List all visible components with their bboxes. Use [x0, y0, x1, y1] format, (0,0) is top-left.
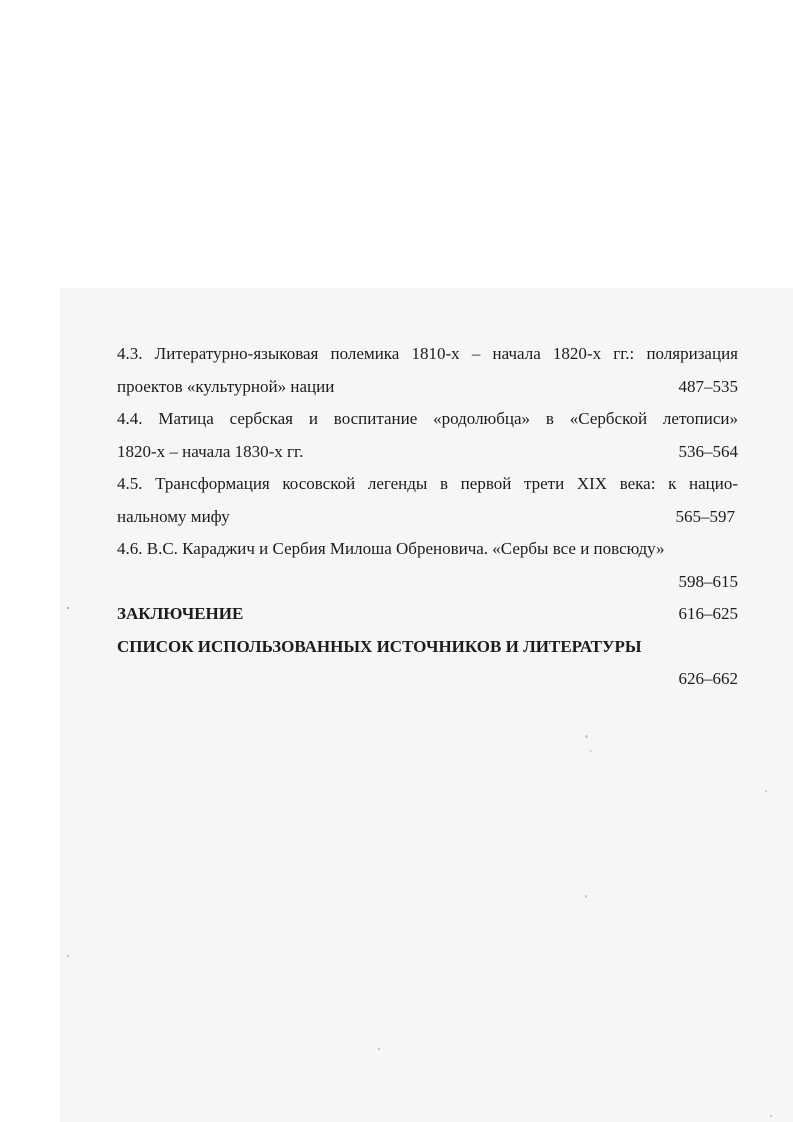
- toc-entry-4-4-line-1: [117, 403, 738, 436]
- toc-entry-conclusion: [117, 598, 738, 631]
- toc-entry-4-4-line-2: [117, 436, 738, 469]
- toc-entry-title: 4.5. Трансформация косовской легенды в первой трети XIX века: к нацио-: [117, 474, 738, 493]
- toc-entry-pages: 487–535: [678, 376, 738, 396]
- toc-entry-4-5-line-2: [117, 501, 738, 534]
- toc-entry-4-6-line-2: [117, 566, 738, 599]
- toc-entry-pages: 565–597: [675, 506, 735, 526]
- scan-speck: [770, 1115, 772, 1117]
- toc-entry-title-continued: нальному мифу: [117, 506, 230, 526]
- toc-entry-4-5-line-1: [117, 468, 738, 501]
- toc-section-title: СПИСОК ИСПОЛЬЗОВАННЫХ ИСТОЧНИКОВ И ЛИТЕРАТУРЫ: [117, 636, 642, 656]
- toc-entry-bibliography-pages-line: [117, 663, 738, 696]
- toc-entry-title: 4.6. В.С. Караджич и Сербия Милоша Обреновича. «Сербы все и повсюду»: [117, 539, 665, 558]
- scan-speck: [67, 607, 69, 609]
- scan-speck: [590, 750, 592, 752]
- toc-entry-title-continued: 1820-х – начала 1830-х гг.: [117, 441, 304, 461]
- toc-entry-4-6-line-1: [117, 533, 738, 566]
- toc-entry-title-continued: проектов «культурной» нации: [117, 376, 335, 396]
- toc-entry-4-3-line-1: [117, 338, 738, 371]
- toc-entry-title: 4.4. Матица сербская и воспитание «родолюбца» в «Сербской летописи»: [117, 409, 738, 428]
- toc-entry-pages: 536–564: [678, 441, 738, 461]
- toc-entry-pages: 626–662: [678, 669, 738, 688]
- scan-speck: [585, 895, 587, 898]
- table-of-contents: [117, 338, 738, 696]
- scan-speck: [67, 955, 69, 957]
- toc-entry-title: 4.3. Литературно-языковая полемика 1810-х – начала 1820-х гг.: поляризация: [117, 344, 738, 363]
- toc-entry-4-3-line-2: [117, 371, 738, 404]
- toc-section-title: ЗАКЛЮЧЕНИЕ: [117, 604, 244, 623]
- scan-speck: [765, 790, 767, 792]
- toc-entry-pages: 598–615: [678, 571, 738, 591]
- toc-entry-bibliography: [117, 631, 738, 664]
- scan-speck: [585, 735, 588, 738]
- toc-entry-pages: 616–625: [678, 604, 738, 623]
- scan-speck: [378, 1048, 380, 1050]
